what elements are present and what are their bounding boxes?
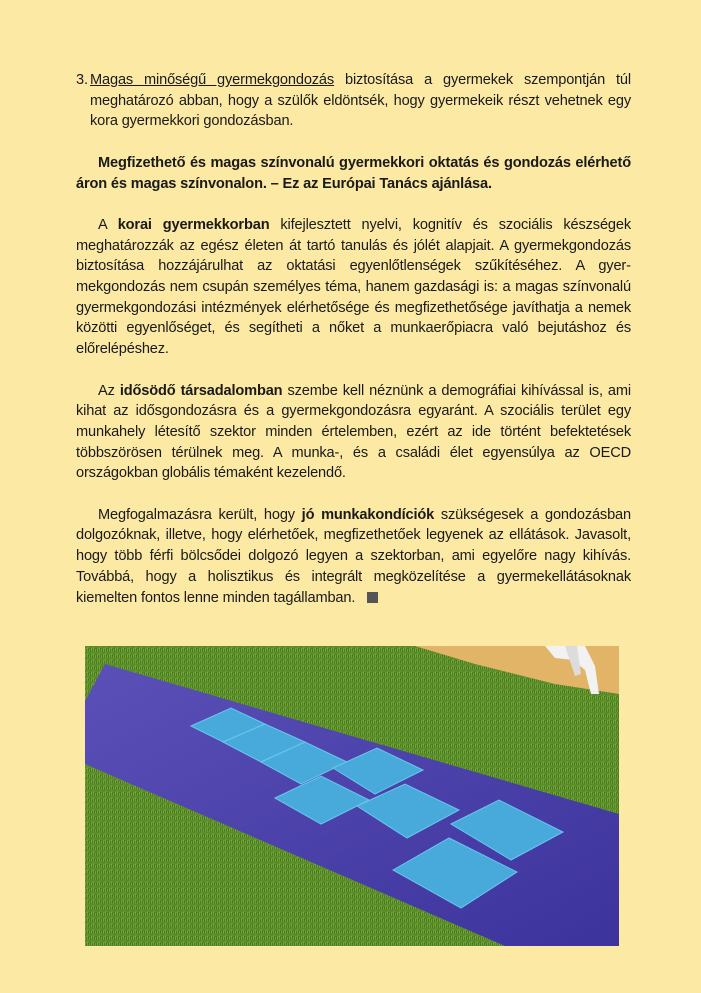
headline [76,153,631,194]
para1-pre: A [98,216,118,233]
paragraph-working-conditions [76,505,631,609]
headline-text: Megfizethető és magas színvonalú gyermekkori oktatás és gondozás elérhető áron és magas színvonalon. – Ez az Európai Tanács ajánlása. [76,154,631,192]
para2-pre: Az [98,382,120,399]
hopscotch-photo [85,646,619,946]
paragraph-aging-society [76,381,631,485]
list-item-rest: biztosítása a gyermekek szempontján túl meghatározó abban, hogy a szülők eldöntsék, hogy gyermekeik részt vehetnek egy kora gyermekkori gondozásban. [90,72,631,130]
end-mark-square-icon [367,592,378,603]
para1-bold: korai gyermekkorban [117,216,270,233]
article-text [76,70,631,608]
para1-post: kifejlesztett nyelvi, kognitív és szociális készségek meghatározzák az egész életen át tartó tanulás és jólét alapjait. A gyermekgondozás biztosítása hozzájárulhat az oktatási egyenlőtlenségek szűkítéséhez. A gyermekgondozás nem csupán személyes téma, hanem gazdasági is: a magas színvonalú gyermekgondozási intézmények elérhetősége és megfizethetősége javíthatja a nemek közötti egyenlőséget, és segítheti a nőket a munkaerőpiacra való bejutáshoz és előrelépéshez. [76,216,632,358]
list-item-text [90,70,631,132]
para2-bold: idősödő társadalomban [119,382,283,399]
para3-post: szükségesek a gondozásban dolgozóknak, illetve, hogy elérhetőek, megfizethetőek legyenek az ellátások. Javasolt, hogy több férfi bölcsődei dolgozó legyen a szektorban, ami egyelőre nagy kihívás. Továbbá, hogy a holisztikus és integrált megközelítése a gyermekellátásoknak kiemelten fontos lenne minden tagállamban. [76,506,631,606]
hopscotch-image [85,646,619,946]
paragraph-early-childhood [76,215,631,360]
para3-bold: jó munkakondíciók [301,506,435,523]
para2-post: szembe kell néznünk a demográfiai kihívással is, ami kihat az idősgondozásra és a gyermekgondozásra egyaránt. A szociális terület egy munkahely létesítő szektor minden értelemben, ezért az ide történt befektetések többszörösen térülnek meg. A munka-, és a családi élet egyensúlya az OECD országokban globális témaként kezelendő. [76,382,631,482]
para3-pre: Megfogalmazásra került, hogy [98,506,302,523]
underlined-term: Magas minőségű gyermekgondozás [90,72,335,88]
list-number: 3. [76,72,88,88]
list-item-3 [76,70,631,132]
